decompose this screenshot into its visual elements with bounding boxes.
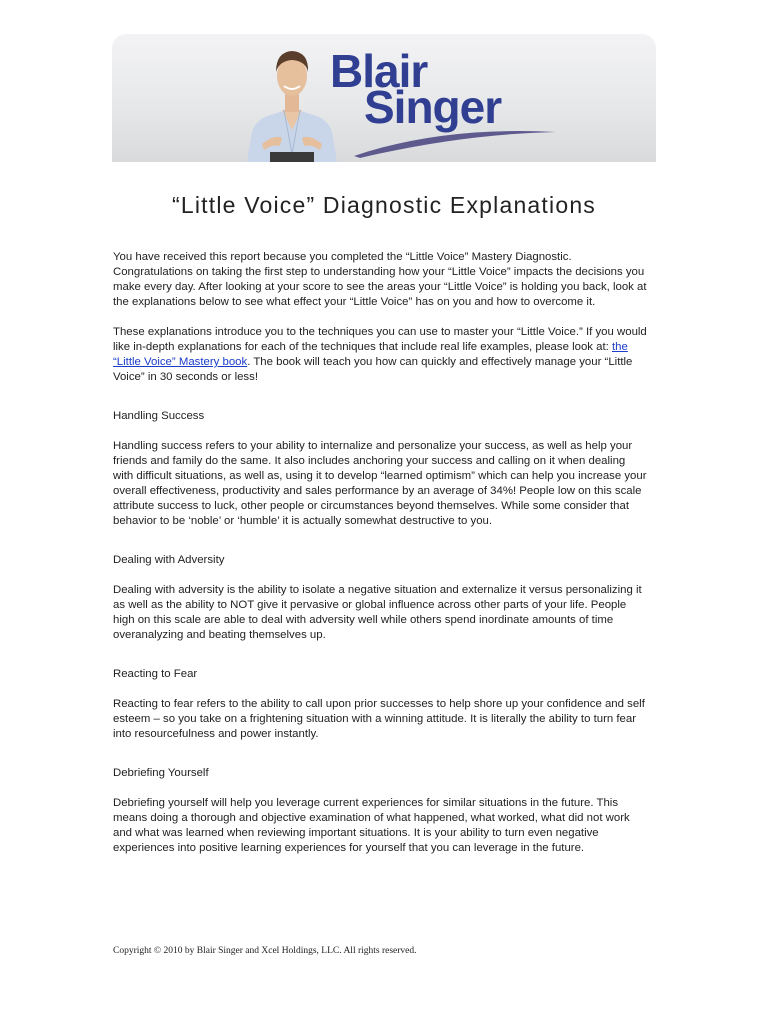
section-body-debriefing-yourself: Debriefing yourself will help you leverage current experiences for similar situations in the future. This means doing a thorough and objective examination of what happened, what worked, what did not work and what was learned when reviewing important situations. It is your ability to turn even negative experiences into positive learning experiences for yourself that you can leverage in the future. — [113, 797, 630, 854]
logo-text-blair: Blair — [330, 45, 428, 97]
copyright-footer: Copyright © 2010 by Blair Singer and Xcel Holdings, LLC. All rights reserved. — [113, 946, 417, 956]
section-body-dealing-with-adversity: Dealing with adversity is the ability to isolate a negative situation and externalize it versus personalizing it as well as the ability to NOT give it pervasive or global influence across other parts of your life. People high on this scale are able to deal with adversity well while others spend inordinate amounts of time overanalyzing and beating themselves up. — [113, 584, 642, 641]
intro-paragraph-1: You have received this report because you completed the “Little Voice” Mastery Diagnostic. Congratulations on taking the first step to understanding how your “Little Voice” impacts the decisions you make every day. After looking at your score to see the areas your “Little Voice” is holding you back, look at the explanations below to see what effect your “Little Voice” has on you and how to overcome it. — [113, 251, 647, 308]
document-title: “Little Voice” Diagnostic Explanations — [171, 192, 597, 218]
section-body-reacting-to-fear: Reacting to fear refers to the ability to call upon prior successes to help shore up your confidence and self esteem – so you take on a frightening situation with a winning attitude. It is literally the ability to turn fear into resourcefulness and power instantly. — [113, 698, 645, 740]
intro-paragraph-2-text: These explanations introduce you to the techniques you can use to master your “Little Voice.” If you would like in-depth explanations for each of the techniques that include real life examples, please look at: — [113, 326, 647, 353]
section-heading-dealing-with-adversity: Dealing with Adversity — [113, 554, 225, 566]
intro-paragraph-2 — [113, 325, 648, 385]
intro-paragraph-2-text-end: . The book will teach you how can quickly and effectively manage your “Little Voice” in 30 seconds or less! — [113, 356, 633, 383]
document-body — [113, 250, 648, 856]
section-heading-reacting-to-fear: Reacting to Fear — [113, 668, 198, 680]
portrait-photo — [242, 34, 342, 162]
logo-text-singer: Singer — [364, 81, 502, 133]
logo-swoosh-icon — [352, 120, 557, 160]
section-body-handling-success: Handling success refers to your ability to internalize and personalize your success, as well as help your friends and family do the same. It also includes anchoring your success and calling on it when dealing with difficult situations, as well as, using it to develop “learned optimism” which can help you increase your overall effectiveness, productivity and sales performance by an average of 34%! People low on this scale attribute success to luck, other people or circumstances beyond themselves. While some consider that behavior to be ‘noble’ or ‘humble’ it is actually somewhat destructive to you. — [113, 440, 647, 527]
mastery-book-link[interactable]: the “Little Voice” Mastery book — [113, 341, 628, 368]
header-banner — [112, 34, 656, 162]
section-heading-handling-success: Handling Success — [113, 410, 205, 422]
section-heading-debriefing-yourself: Debriefing Yourself — [113, 767, 209, 779]
